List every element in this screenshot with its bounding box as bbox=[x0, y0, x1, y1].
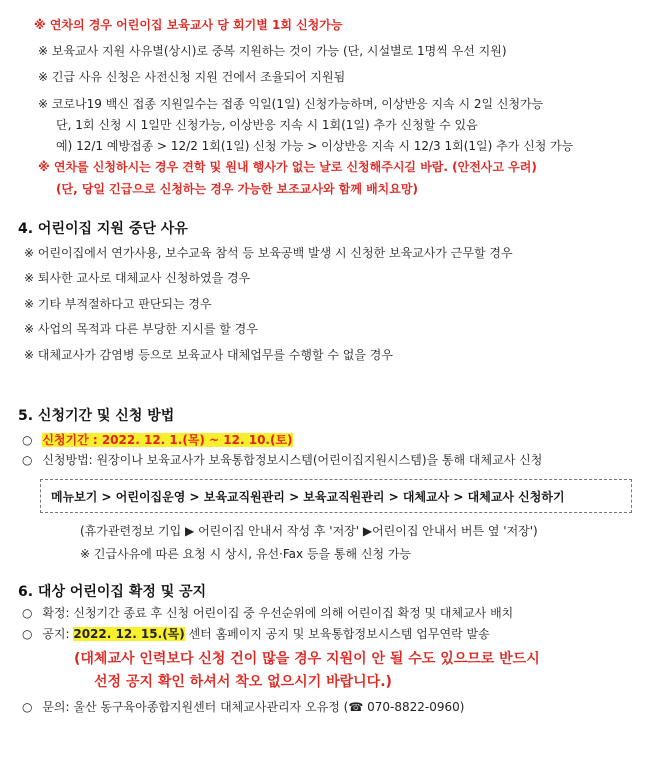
section-6-confirm-row bbox=[22, 604, 513, 621]
section-5-sub-note-1: (휴가관련정보 기입 ▶ 어린이집 안내서 작성 후 '저장' ▶어린이집 안내서 버튼 옆 '저장') bbox=[80, 524, 538, 538]
notice-suffix: 센터 홈페이지 공지 및 보육통합정보시스템 업무연락 발송 bbox=[184, 627, 490, 641]
section-6-warning-line-1: (대체교사 인력보다 신청 건이 많을 경우 지원이 안 될 수도 있으므로 반드시 bbox=[74, 651, 540, 667]
notice-red-title: ※ 연차의 경우 어린이집 보육교사 당 회기별 1회 신청가능 bbox=[34, 18, 343, 32]
section-4-item: ※ 대체교사가 감염병 등으로 보육교사 대체업무를 수행할 수 없을 경우 bbox=[24, 348, 393, 362]
application-method: 신청방법: 원장이나 보육교사가 보육통합정보시스템(어린이집지원시스템)을 통해 대체교사 신청 bbox=[42, 453, 543, 467]
section-4-title: 4. 어린이집 지원 중단 사유 bbox=[18, 221, 188, 237]
section-5-method-row bbox=[22, 451, 542, 468]
application-period: 신청기간 : 2022. 12. 1.(목) ~ 12. 10.(토) bbox=[42, 433, 293, 447]
confirm-text: 확정: 신청기간 종료 후 신청 어린이집 중 우선순위에 의해 어린이집 확정 및 대체교사 배치 bbox=[42, 606, 514, 620]
section-6-notice-row bbox=[22, 625, 490, 642]
phone-icon: ☎ bbox=[348, 700, 364, 714]
phone-number: 070-8822-0960) bbox=[363, 700, 465, 714]
menu-path: 메뉴보기 > 어린이집운영 > 보육교직원관리 > 보육교직원관리 > 대체교사 > 대체교사 신청하기 bbox=[51, 489, 565, 504]
notice-prefix: 공지: bbox=[42, 627, 74, 641]
bullet-circle: ○ bbox=[22, 627, 33, 641]
notice-note-3-line-1: ※ 코로나19 백신 접종 지원일수는 접종 익일(1일) 신청가능하며, 이상반응 지속 시 2일 신청가능 bbox=[38, 97, 544, 111]
bullet-circle: ○ bbox=[22, 433, 33, 447]
section-6-title: 6. 대상 어린이집 확정 및 공지 bbox=[18, 584, 207, 600]
bullet-circle: ○ bbox=[22, 453, 33, 467]
bullet-circle: ○ bbox=[22, 700, 33, 714]
section-4-item: ※ 사업의 목적과 다른 부당한 지시를 할 경우 bbox=[24, 322, 258, 336]
menu-path-box bbox=[40, 479, 632, 513]
notice-red-warning-2: (단, 당일 긴급으로 신청하는 경우 가능한 보조교사와 함께 배치요망) bbox=[56, 182, 418, 196]
bullet-circle: ○ bbox=[22, 606, 33, 620]
notice-red-warning-1: ※ 연차를 신청하시는 경우 견학 및 원내 행사가 없는 날로 신청해주시길 바람. (안전사고 우려) bbox=[38, 160, 537, 174]
notice-note-1: ※ 보육교사 지원 사유별(상시)로 중복 지원하는 것이 가능 (단, 시설별로 1명씩 우선 지원) bbox=[38, 44, 507, 58]
notice-note-2: ※ 긴급 사유 신청은 사전신청 지원 건에서 조율되어 지원됨 bbox=[38, 70, 346, 84]
notice-note-3-line-2: 단, 1회 신청 시 1일만 신청가능, 이상반응 지속 시 1회(1일) 추가 신청할 수 있음 bbox=[56, 118, 478, 132]
section-4-item: ※ 기타 부적절하다고 판단되는 경우 bbox=[24, 297, 212, 311]
section-4-item: ※ 퇴사한 교사로 대체교사 신청하였을 경우 bbox=[24, 271, 251, 285]
section-6-warning-line-2: 선정 공지 확인 하셔서 착오 없으시기 바랍니다.) bbox=[94, 674, 392, 690]
section-5-sub-note-2: ※ 긴급사유에 따른 요청 시 상시, 유선·Fax 등을 통해 신청 가능 bbox=[80, 547, 412, 561]
section-5-period-row bbox=[22, 431, 293, 448]
section-6-inquiry-row bbox=[22, 698, 464, 715]
inquiry-text: 문의: 울산 동구육아종합지원센터 대체교사관리자 오유정 ( bbox=[42, 700, 349, 714]
section-5-title: 5. 신청기간 및 신청 방법 bbox=[18, 408, 175, 424]
notice-date: 2022. 12. 15.(목) bbox=[73, 627, 185, 641]
section-4-item: ※ 어린이집에서 연가사용, 보수교육 참석 등 보육공백 발생 시 신청한 보육교사가 근무할 경우 bbox=[24, 246, 513, 260]
notice-note-3-line-3: 예) 12/1 예방접종 > 12/2 1회(1일) 신청 가능 > 이상반응 지속 시 12/3 1회(1일) 추가 신청 가능 bbox=[56, 139, 574, 153]
